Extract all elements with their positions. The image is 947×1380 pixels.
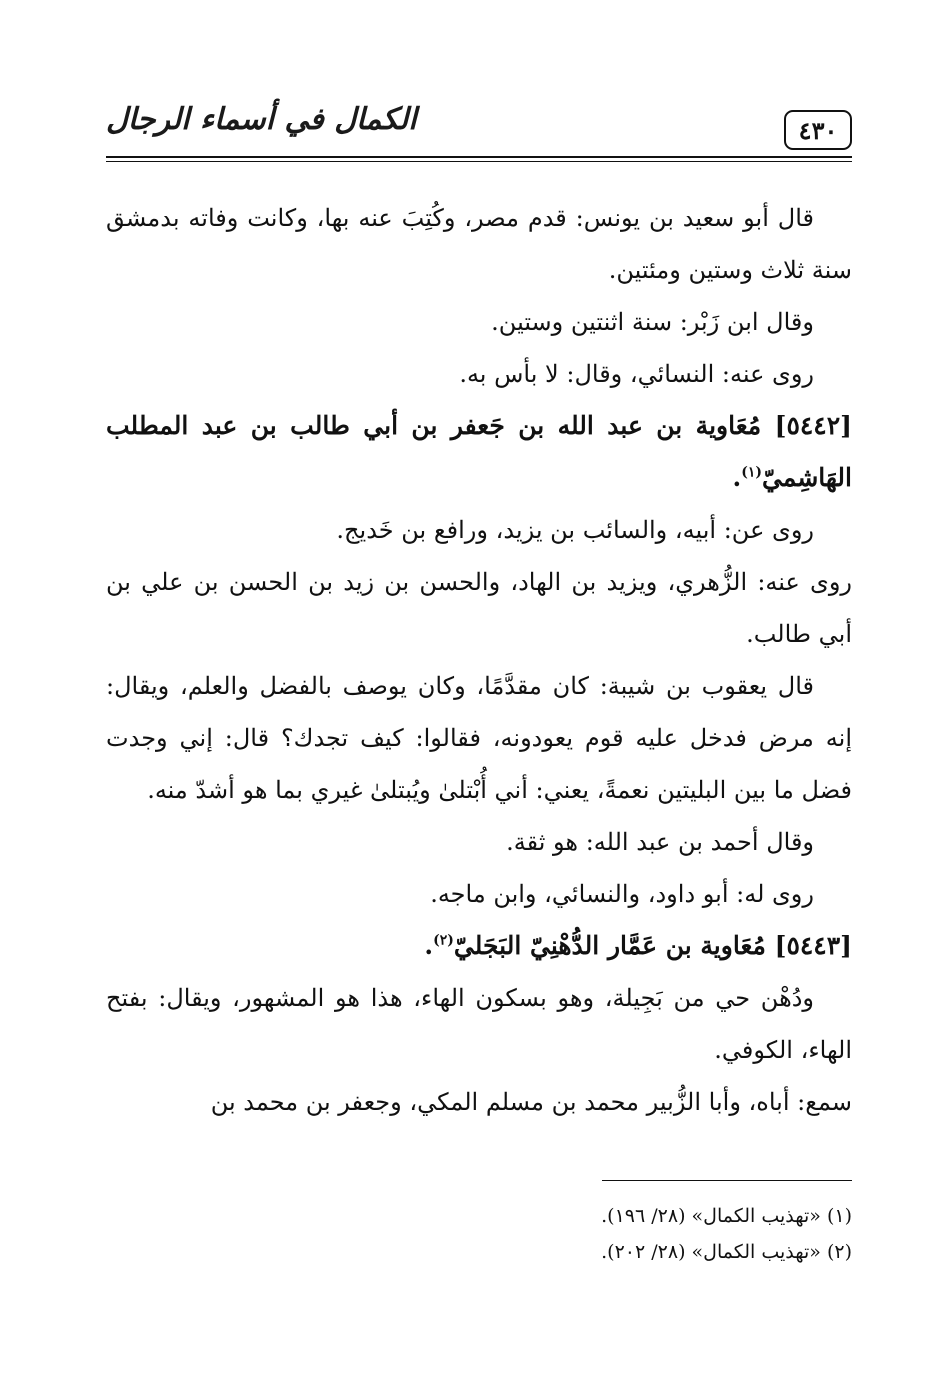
main-text — [106, 192, 852, 1128]
paragraph: وقال ابن زَبْر: سنة اثنتين وستين. — [491, 308, 814, 336]
paragraph: روى له: أبو داود، والنسائي، وابن ماجه. — [430, 880, 814, 908]
entry-heading-text: [٥٤٤٣] مُعَاوية بن عَمَّار الدُّهْنِيّ البَجَليّ — [453, 931, 852, 960]
footnote-marker: (٢) — [433, 932, 454, 949]
footnotes — [106, 1198, 852, 1270]
footnote-marker: (١) — [741, 464, 763, 481]
page-number: ٤٣٠ — [784, 110, 852, 150]
entry-heading — [106, 920, 852, 972]
paragraph: ودُهْن حي من بَجِيلة، وهو بسكون الهاء، هذا هو المشهور، ويقال: بفتح الهاء، الكوفي. — [106, 984, 852, 1064]
entry-heading — [106, 400, 852, 504]
page-header — [106, 100, 852, 162]
book-title: الكمال في أسماء الرجال — [106, 102, 417, 137]
entry-heading-end: . — [424, 931, 434, 960]
paragraph: روى عنه: الزُّهري، ويزيد بن الهاد، والحسن بن زيد بن الحسن بن علي بن أبي طالب. — [106, 568, 852, 648]
footnote: (٢) «تهذيب الكمال» (٢٨/ ٢٠٢). — [601, 1241, 852, 1263]
entry-heading-text: [٥٤٤٢] مُعَاوية بن عبد الله بن جَعفر بن أبي طالب بن عبد المطلب الهَاشِميّ — [106, 411, 852, 492]
paragraph: قال أبو سعيد بن يونس: قدم مصر، وكُتِبَ عنه بها، وكانت وفاته بدمشق سنة ثلاث وستين ومئتين. — [106, 204, 852, 284]
paragraph: روى عنه: النسائي، وقال: لا بأس به. — [459, 360, 814, 388]
paragraph: وقال أحمد بن عبد الله: هو ثقة. — [506, 828, 814, 856]
header-rule — [106, 156, 852, 158]
paragraph: روى عن: أبيه، والسائب بن يزيد، ورافع بن خَديج. — [336, 516, 814, 544]
paragraph: قال يعقوب بن شيبة: كان مقدَّمًا، وكان يوصف بالفضل والعلم، ويقال: إنه مرض فدخل عليه قوم يعودونه، فقالوا: كيف تجدك؟ قال: إني وجدت فضل ما بين البليتين نعمةً، يعني: أني أُبْتلىٰ ويُبتلىٰ غيري بما هو أشدّ منه. — [106, 672, 852, 804]
footnote-separator — [602, 1180, 852, 1181]
entry-heading-end: . — [732, 463, 742, 492]
footnote: (١) «تهذيب الكمال» (٢٨/ ١٩٦). — [601, 1205, 852, 1227]
header-rule-thin — [106, 161, 852, 162]
paragraph: سمع: أباه، وأبا الزُّبير محمد بن مسلم المكي، وجعفر بن محمد بن — [210, 1088, 852, 1116]
